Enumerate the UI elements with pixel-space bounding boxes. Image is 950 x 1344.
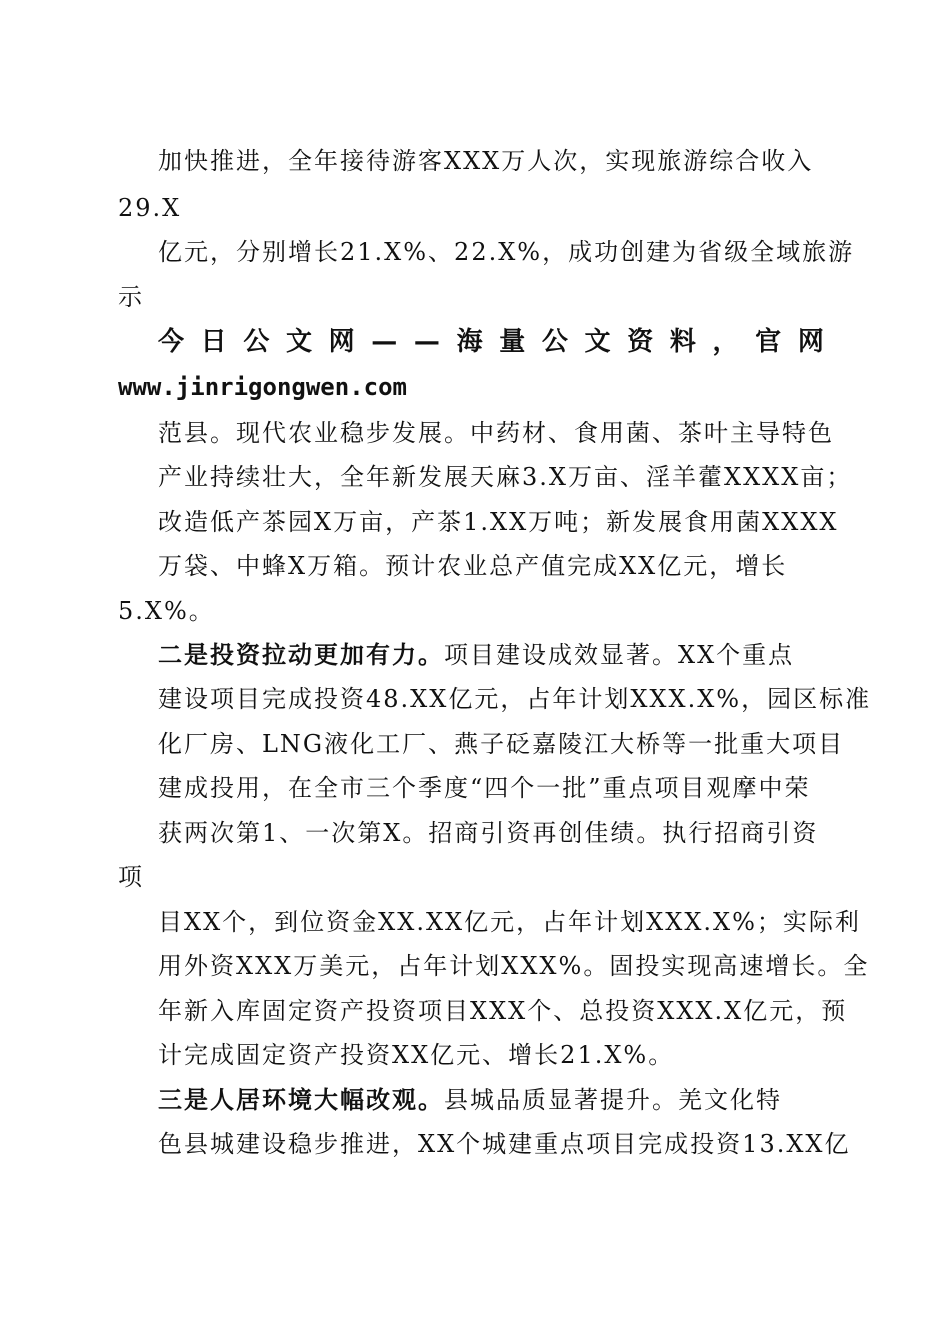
- banner-char: 公: [541, 327, 568, 357]
- banner-char: 日: [200, 327, 227, 357]
- banner-char: 今: [158, 327, 185, 357]
- text-line: 计完成固定资产投资XX亿元、增长21.X%。: [158, 1041, 675, 1069]
- banner-char: —: [371, 327, 398, 357]
- section-heading: 二是投资拉动更加有力。: [158, 640, 444, 669]
- text-line: 5.X%。: [118, 597, 215, 625]
- banner-char: 网: [328, 327, 355, 357]
- text-line: 加快推进，全年接待游客XXX万人次，实现旅游综合收入: [158, 147, 814, 175]
- text-line: 范县。现代农业稳步发展。中药材、食用菌、茶叶主导特色: [158, 419, 834, 447]
- banner-char: 资: [627, 327, 654, 357]
- banner-char: —: [413, 327, 440, 357]
- banner-char: 网: [797, 327, 824, 357]
- text-line: 29.X: [118, 194, 182, 222]
- text-line: 万袋、中蜂X万箱。预计农业总产值完成XX亿元，增长: [158, 552, 788, 580]
- text-span: 县城品质显著提升。羌文化特: [444, 1086, 782, 1114]
- text-line: 获两次第1、一次第X。招商引资再创佳绩。执行招商引资: [158, 819, 819, 847]
- banner-char: 量: [499, 327, 526, 357]
- banner-char: 海: [456, 327, 483, 357]
- watermark-banner: [158, 326, 824, 358]
- banner-char: 料: [669, 327, 696, 357]
- banner-char: 文: [584, 327, 611, 357]
- text-line: 示: [118, 283, 144, 311]
- text-line: 亿元，分别增长21.X%、22.X%，成功创建为省级全域旅游: [158, 238, 855, 266]
- text-line: 用外资XXX万美元，占年计划XXX%。固投实现高速增长。全: [158, 952, 870, 980]
- section-heading-line: [158, 1085, 782, 1115]
- text-line: 建设项目完成投资48.XX亿元，占年计划XXX.X%，园区标准: [158, 685, 872, 713]
- banner-char: 公: [243, 327, 270, 357]
- section-heading-line: [158, 640, 794, 670]
- text-line: 目XX个，到位资金XX.XX亿元，占年计划XXX.X%；实际利: [158, 908, 861, 936]
- text-line: 化厂房、LNG液化工厂、燕子砭嘉陵江大桥等一批重大项目: [158, 730, 845, 758]
- text-line: 色县城建设稳步推进，XX个城建重点项目完成投资13.XX亿: [158, 1130, 851, 1158]
- text-line: 建成投用，在全市三个季度“四个一批”重点项目观摩中荣: [158, 774, 811, 802]
- banner-char: ，: [712, 327, 739, 357]
- text-line: 项: [118, 863, 144, 891]
- section-heading: 三是人居环境大幅改观。: [158, 1085, 444, 1114]
- text-line: 产业持续壮大，全年新发展天麻3.X万亩、淫羊藿XXXX亩；: [158, 463, 853, 491]
- text-span: 项目建设成效显著。XX个重点: [444, 641, 795, 669]
- website-url: www.jinrigongwen.com: [118, 373, 407, 401]
- banner-char: 文: [285, 327, 312, 357]
- text-line: 改造低产茶园X万亩，产茶1.XX万吨；新发展食用菌XXXX: [158, 508, 839, 536]
- banner-char: 官: [755, 327, 782, 357]
- text-line: 年新入库固定资产投资项目XXX个、总投资XXX.X亿元，预: [158, 997, 848, 1025]
